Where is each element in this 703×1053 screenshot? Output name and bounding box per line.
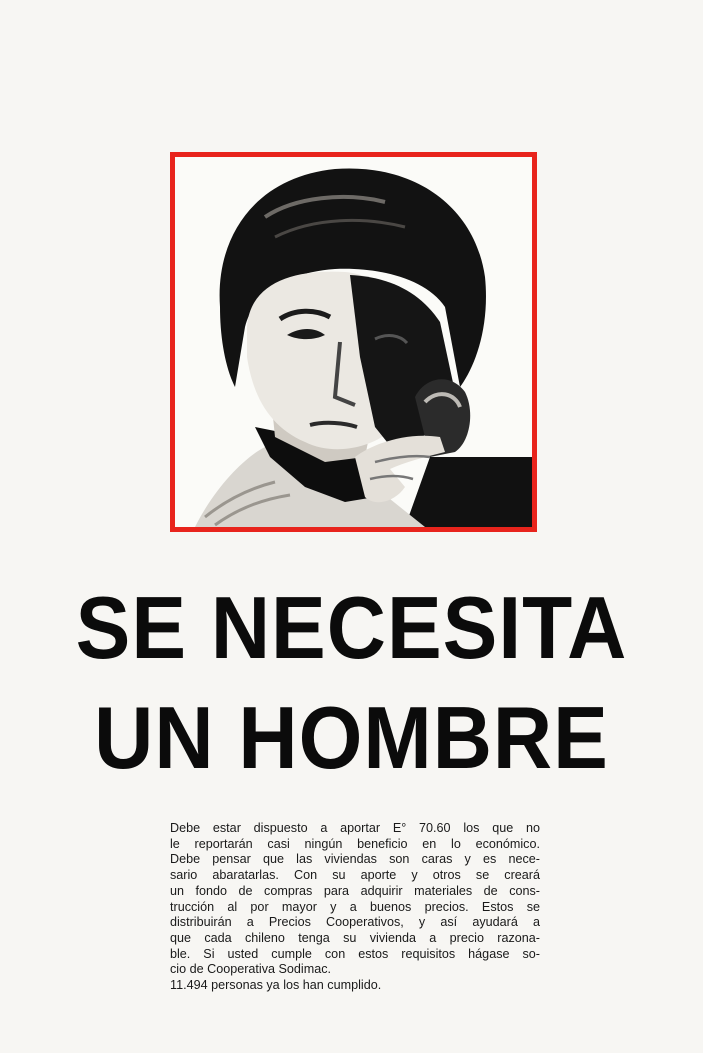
body-line: distribuirán a Precios Cooperativos, y así ayudará a: [170, 915, 540, 930]
closing-line: 11.494 personas ya los han cumplido.: [170, 978, 382, 993]
body-line: sario abaratarlas. Con su aporte y otros se creará: [170, 868, 540, 883]
body-line: ble. Si usted cumple con estos requisitos hágase so-: [170, 946, 540, 961]
body-copy: [170, 821, 540, 994]
man-on-phone-photo: [175, 157, 532, 527]
headline-line-1: SE NECESITA: [75, 579, 628, 678]
body-line: trucción al por mayor y a buenos precios. Estos se: [170, 899, 540, 914]
photo-frame: [170, 152, 537, 532]
body-line: Debe pensar que las viviendas son caras y es nece-: [170, 852, 540, 867]
body-line: que cada chileno tenga su vivienda a precio razona-: [170, 930, 540, 945]
headline-line-2: UN HOMBRE: [94, 689, 609, 788]
body-line: cio de Cooperativa Sodimac.: [170, 962, 332, 977]
body-line: un fondo de compras para adquirir materiales de cons-: [170, 883, 540, 898]
body-line: le reportarán casi ningún beneficio en lo económico.: [170, 836, 540, 851]
body-line: Debe estar dispuesto a aportar E° 70.60 los que no: [170, 821, 540, 835]
